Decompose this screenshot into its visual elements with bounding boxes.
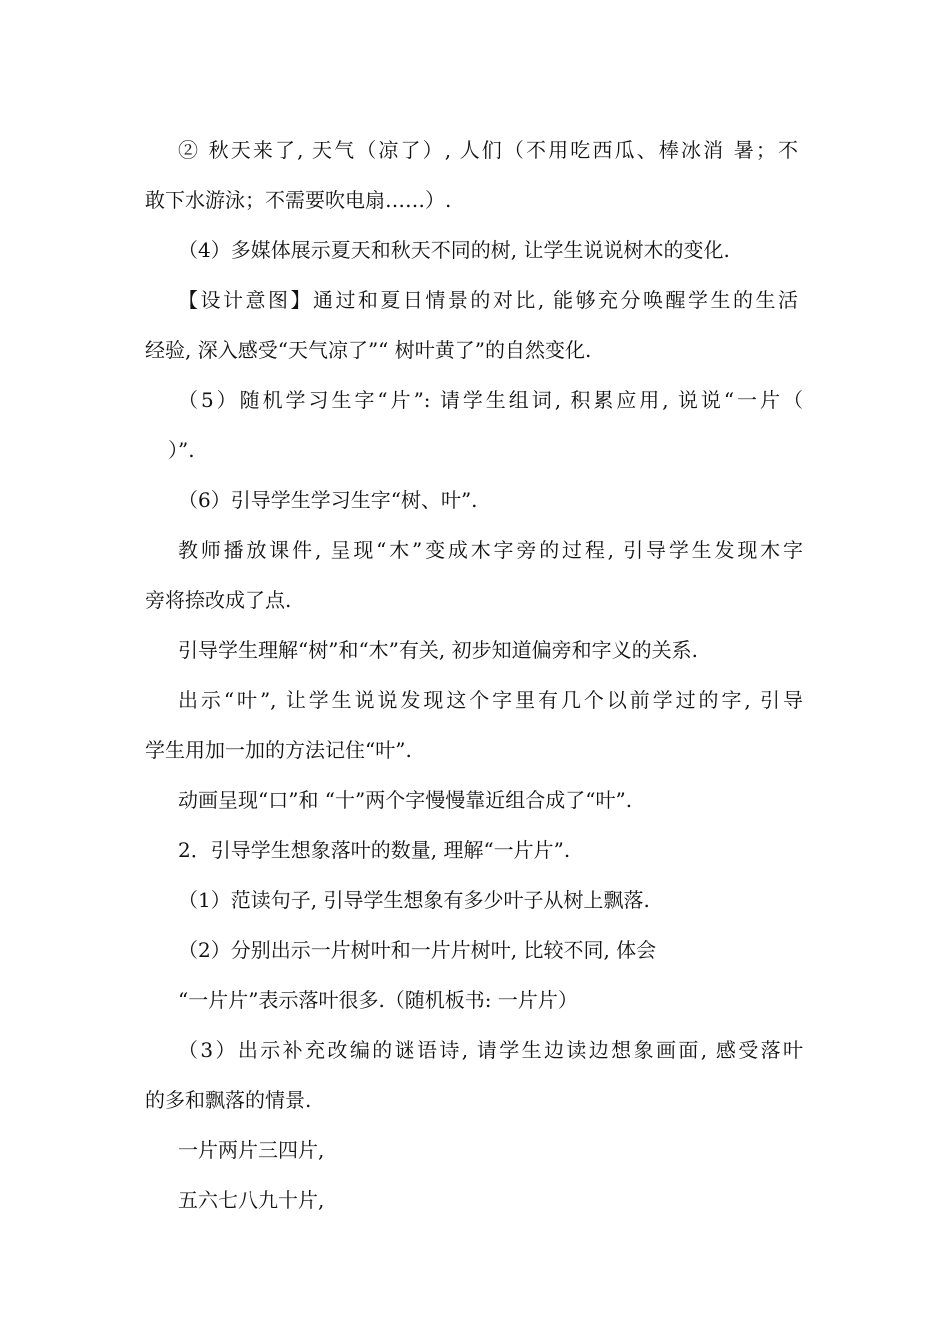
text-line: （5）随机学习生字“片”: 请学生组词, 积累应用, 说说“一片（ — [178, 388, 803, 412]
text-line: 敢下水游泳；不需要吹电扇……）. — [145, 188, 452, 212]
text-line: 出示“叶”, 让学生说说发现这个字里有几个以前学过的字, 引导 — [178, 688, 803, 712]
text-line: 引导学生理解“树”和“木”有关, 初步知道偏旁和字义的关系. — [178, 638, 698, 662]
text-line: 【设计意图】通过和夏日情景的对比, 能够充分唤醒学生的生活 — [178, 288, 798, 312]
text-line: 教师播放课件, 呈现“木”变成木字旁的过程, 引导学生发现木字 — [178, 538, 803, 562]
text-line: 学生用加一加的方法记住“叶”. — [145, 738, 412, 762]
text-line: （1）范读句子, 引导学生想象有多少叶子从树上飘落. — [178, 888, 650, 912]
text-line: 2．引导学生想象落叶的数量, 理解“一片片”. — [178, 838, 571, 862]
text-line: ② 秋天来了, 天气（凉了）, 人们（不用吃西瓜、棒冰消 暑；不 — [178, 138, 798, 162]
text-line: （4）多媒体展示夏天和秋天不同的树, 让学生说说树木的变化. — [178, 238, 730, 262]
text-line: “一片片”表示落叶很多.（随机板书: 一片片） — [178, 988, 578, 1012]
text-line: 五六七八九十片, — [178, 1188, 325, 1212]
text-line: 一片两片三四片, — [178, 1138, 325, 1162]
text-line: 旁将捺改成了点. — [145, 588, 292, 612]
text-line: （3）出示补充改编的谜语诗, 请学生边读边想象画面, 感受落叶 — [178, 1038, 803, 1062]
text-line: （6）引导学生学习生字“树、叶”. — [178, 488, 478, 512]
text-line: 经验, 深入感受“天气凉了”“ 树叶黄了”的自然变化. — [145, 338, 592, 362]
text-line: 的多和飘落的情景. — [145, 1088, 312, 1112]
text-line: ）”. — [168, 438, 195, 462]
text-line: 动画呈现“口”和 “十”两个字慢慢靠近组合成了“叶”. — [178, 788, 633, 812]
text-line: （2）分别出示一片树叶和一片片树叶, 比较不同, 体会 — [178, 938, 657, 962]
